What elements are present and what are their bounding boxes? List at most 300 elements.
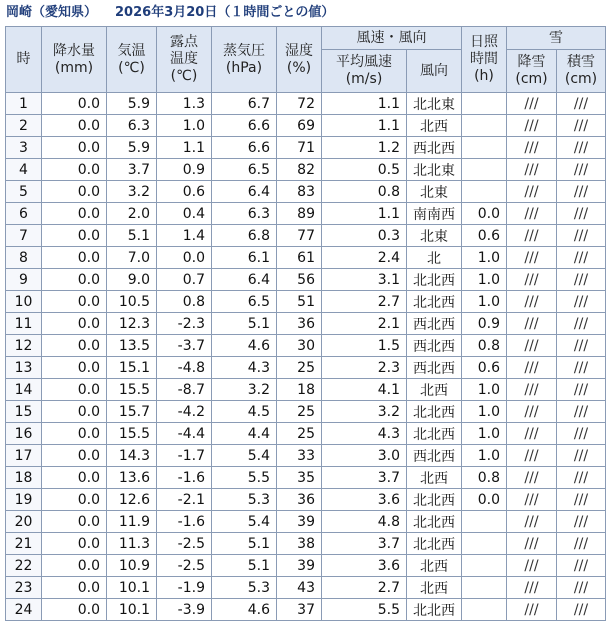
cell-precip: 0.0 [42,379,107,401]
cell-wind-speed: 3.0 [322,445,407,467]
cell-vapor: 5.1 [212,313,277,335]
cell-dew: 1.1 [157,137,212,159]
cell-sunshine [462,159,507,181]
cell-vapor: 4.5 [212,401,277,423]
cell-vapor: 6.4 [212,181,277,203]
cell-humidity: 18 [277,379,322,401]
cell-snowfall: /// [507,577,557,599]
cell-humidity: 72 [277,93,322,115]
cell-snow-depth: /// [557,445,606,467]
cell-precip: 0.0 [42,137,107,159]
cell-snow-depth: /// [557,489,606,511]
cell-dew: 0.0 [157,247,212,269]
header-dew: 露点 温度 (℃) [157,27,212,93]
table-row [6,467,606,489]
cell-snowfall: /// [507,335,557,357]
cell-wind-dir: 北北西 [407,423,462,445]
cell-snow-depth: /// [557,423,606,445]
cell-hour: 11 [6,313,42,335]
cell-wind-dir: 北西 [407,379,462,401]
cell-humidity: 77 [277,225,322,247]
table-row [6,379,606,401]
cell-precip: 0.0 [42,357,107,379]
cell-precip: 0.0 [42,115,107,137]
cell-snow-depth: /// [557,137,606,159]
cell-wind-dir: 北西 [407,467,462,489]
cell-precip: 0.0 [42,401,107,423]
cell-hour: 10 [6,291,42,313]
cell-dew: -4.8 [157,357,212,379]
cell-precip: 0.0 [42,203,107,225]
cell-temp: 9.0 [107,269,157,291]
table-row [6,511,606,533]
cell-wind-dir: 北西 [407,115,462,137]
table-row [6,269,606,291]
cell-hour: 1 [6,93,42,115]
cell-snowfall: /// [507,247,557,269]
cell-vapor: 6.4 [212,269,277,291]
cell-hour: 9 [6,269,42,291]
cell-sunshine: 0.6 [462,357,507,379]
cell-temp: 11.3 [107,533,157,555]
cell-wind-dir: 南南西 [407,203,462,225]
table-row [6,555,606,577]
cell-snow-depth: /// [557,467,606,489]
cell-snow-depth: /// [557,313,606,335]
cell-snow-depth: /// [557,269,606,291]
cell-hour: 5 [6,181,42,203]
cell-wind-speed: 3.7 [322,533,407,555]
cell-vapor: 5.3 [212,577,277,599]
cell-hour: 22 [6,555,42,577]
cell-hour: 21 [6,533,42,555]
cell-snowfall: /// [507,467,557,489]
cell-wind-dir: 北北東 [407,93,462,115]
cell-temp: 11.9 [107,511,157,533]
header-wind-dir: 風向 [407,50,462,93]
cell-wind-speed: 3.6 [322,555,407,577]
cell-precip: 0.0 [42,577,107,599]
cell-snow-depth: /// [557,379,606,401]
header-humidity: 湿度 (%) [277,27,322,93]
cell-snowfall: /// [507,269,557,291]
cell-vapor: 6.5 [212,291,277,313]
cell-humidity: 38 [277,533,322,555]
cell-sunshine: 1.0 [462,445,507,467]
cell-hour: 2 [6,115,42,137]
cell-sunshine: 1.0 [462,247,507,269]
cell-snow-depth: /// [557,159,606,181]
cell-wind-speed: 1.1 [322,93,407,115]
cell-wind-speed: 1.1 [322,115,407,137]
cell-precip: 0.0 [42,511,107,533]
cell-precip: 0.0 [42,247,107,269]
cell-snow-depth: /// [557,335,606,357]
cell-sunshine: 1.0 [462,379,507,401]
cell-vapor: 5.4 [212,445,277,467]
cell-hour: 7 [6,225,42,247]
cell-temp: 15.5 [107,423,157,445]
cell-wind-speed: 1.5 [322,335,407,357]
cell-wind-dir: 北北西 [407,269,462,291]
cell-humidity: 51 [277,291,322,313]
cell-vapor: 5.1 [212,533,277,555]
cell-sunshine [462,555,507,577]
cell-wind-dir: 西北西 [407,445,462,467]
cell-temp: 14.3 [107,445,157,467]
cell-wind-dir: 北北西 [407,489,462,511]
cell-dew: -8.7 [157,379,212,401]
cell-hour: 20 [6,511,42,533]
cell-temp: 15.7 [107,401,157,423]
cell-vapor: 6.7 [212,93,277,115]
cell-sunshine: 0.8 [462,467,507,489]
cell-precip: 0.0 [42,467,107,489]
cell-humidity: 82 [277,159,322,181]
cell-wind-speed: 0.8 [322,181,407,203]
header-hour: 時 [6,27,42,93]
cell-temp: 5.9 [107,137,157,159]
cell-hour: 18 [6,467,42,489]
cell-dew: 0.6 [157,181,212,203]
cell-temp: 10.1 [107,599,157,621]
cell-dew: -1.6 [157,511,212,533]
cell-hour: 14 [6,379,42,401]
cell-hour: 24 [6,599,42,621]
cell-wind-speed: 3.6 [322,489,407,511]
cell-wind-speed: 3.7 [322,467,407,489]
cell-wind-speed: 2.3 [322,357,407,379]
cell-precip: 0.0 [42,335,107,357]
cell-dew: 0.8 [157,291,212,313]
cell-wind-speed: 0.3 [322,225,407,247]
cell-precip: 0.0 [42,423,107,445]
header-wind-speed: 平均風速 (m/s) [322,50,407,93]
header-snowfall: 降雪 (cm) [507,50,557,93]
cell-dew: -4.4 [157,423,212,445]
cell-vapor: 4.4 [212,423,277,445]
cell-wind-speed: 1.2 [322,137,407,159]
cell-sunshine [462,115,507,137]
header-vapor: 蒸気圧 (hPa) [212,27,277,93]
cell-snowfall: /// [507,159,557,181]
cell-snowfall: /// [507,291,557,313]
header-temp: 気温 (℃) [107,27,157,93]
cell-temp: 15.5 [107,379,157,401]
cell-humidity: 25 [277,423,322,445]
cell-snow-depth: /// [557,555,606,577]
cell-snowfall: /// [507,93,557,115]
cell-vapor: 6.5 [212,159,277,181]
table-row [6,313,606,335]
cell-wind-speed: 2.4 [322,247,407,269]
cell-sunshine: 0.8 [462,335,507,357]
cell-wind-speed: 3.2 [322,401,407,423]
table-row [6,489,606,511]
table-row [6,533,606,555]
cell-vapor: 5.3 [212,489,277,511]
cell-precip: 0.0 [42,269,107,291]
cell-snowfall: /// [507,137,557,159]
cell-vapor: 5.5 [212,467,277,489]
cell-wind-dir: 西北西 [407,357,462,379]
header-wind-group: 風速・風向 [322,27,462,50]
cell-temp: 5.9 [107,93,157,115]
cell-dew: -2.5 [157,533,212,555]
cell-dew: -3.9 [157,599,212,621]
table-row [6,291,606,313]
table-row [6,401,606,423]
cell-wind-dir: 西北西 [407,137,462,159]
table-row [6,159,606,181]
cell-temp: 15.1 [107,357,157,379]
cell-hour: 13 [6,357,42,379]
cell-dew: -4.2 [157,401,212,423]
cell-wind-dir: 北西 [407,555,462,577]
cell-snowfall: /// [507,313,557,335]
cell-sunshine [462,93,507,115]
cell-hour: 16 [6,423,42,445]
cell-humidity: 83 [277,181,322,203]
cell-hour: 17 [6,445,42,467]
cell-sunshine: 1.0 [462,269,507,291]
cell-dew: -3.7 [157,335,212,357]
cell-snow-depth: /// [557,291,606,313]
cell-vapor: 3.2 [212,379,277,401]
cell-snowfall: /// [507,379,557,401]
cell-snowfall: /// [507,533,557,555]
cell-sunshine: 0.0 [462,203,507,225]
cell-wind-dir: 西北西 [407,313,462,335]
cell-humidity: 43 [277,577,322,599]
table-row [6,335,606,357]
table-row [6,225,606,247]
cell-humidity: 39 [277,555,322,577]
cell-dew: 0.4 [157,203,212,225]
cell-hour: 23 [6,577,42,599]
cell-snowfall: /// [507,203,557,225]
cell-snow-depth: /// [557,225,606,247]
cell-temp: 10.1 [107,577,157,599]
cell-sunshine: 0.0 [462,489,507,511]
cell-snow-depth: /// [557,203,606,225]
cell-sunshine: 0.6 [462,225,507,247]
cell-snow-depth: /// [557,357,606,379]
cell-snowfall: /// [507,445,557,467]
cell-snow-depth: /// [557,401,606,423]
cell-wind-speed: 1.1 [322,203,407,225]
cell-dew: -1.7 [157,445,212,467]
cell-temp: 3.7 [107,159,157,181]
cell-temp: 7.0 [107,247,157,269]
cell-precip: 0.0 [42,599,107,621]
cell-humidity: 69 [277,115,322,137]
cell-snowfall: /// [507,555,557,577]
cell-sunshine [462,511,507,533]
cell-dew: 1.4 [157,225,212,247]
cell-sunshine [462,599,507,621]
cell-wind-dir: 北東 [407,225,462,247]
cell-wind-dir: 北北西 [407,511,462,533]
cell-precip: 0.0 [42,93,107,115]
cell-wind-speed: 2.7 [322,577,407,599]
cell-vapor: 6.6 [212,115,277,137]
cell-wind-speed: 0.5 [322,159,407,181]
cell-wind-dir: 北西 [407,577,462,599]
table-row [6,423,606,445]
cell-snowfall: /// [507,511,557,533]
cell-humidity: 35 [277,467,322,489]
cell-temp: 6.3 [107,115,157,137]
cell-precip: 0.0 [42,555,107,577]
table-row [6,247,606,269]
cell-wind-speed: 2.1 [322,313,407,335]
cell-humidity: 30 [277,335,322,357]
cell-snow-depth: /// [557,599,606,621]
cell-vapor: 6.8 [212,225,277,247]
station-name: 岡崎（愛知県） [6,5,98,20]
cell-vapor: 4.6 [212,335,277,357]
cell-humidity: 25 [277,357,322,379]
cell-humidity: 56 [277,269,322,291]
cell-hour: 12 [6,335,42,357]
cell-humidity: 25 [277,401,322,423]
cell-snowfall: /// [507,489,557,511]
cell-dew: 0.9 [157,159,212,181]
cell-vapor: 6.6 [212,137,277,159]
table-row [6,115,606,137]
cell-wind-dir: 北 [407,247,462,269]
cell-sunshine: 1.0 [462,423,507,445]
cell-dew: 0.7 [157,269,212,291]
cell-temp: 10.9 [107,555,157,577]
hourly-weather-table [5,26,606,621]
cell-humidity: 61 [277,247,322,269]
cell-precip: 0.0 [42,313,107,335]
header-snow-depth: 積雪 (cm) [557,50,606,93]
cell-snow-depth: /// [557,115,606,137]
cell-precip: 0.0 [42,159,107,181]
cell-vapor: 4.6 [212,599,277,621]
cell-precip: 0.0 [42,225,107,247]
cell-snowfall: /// [507,115,557,137]
page-title [0,0,611,26]
cell-precip: 0.0 [42,291,107,313]
cell-humidity: 37 [277,599,322,621]
cell-wind-dir: 北北西 [407,533,462,555]
cell-hour: 19 [6,489,42,511]
cell-dew: 1.3 [157,93,212,115]
cell-humidity: 36 [277,489,322,511]
cell-sunshine: 0.9 [462,313,507,335]
table-row [6,599,606,621]
cell-temp: 5.1 [107,225,157,247]
cell-hour: 3 [6,137,42,159]
cell-wind-speed: 3.1 [322,269,407,291]
cell-vapor: 4.3 [212,357,277,379]
cell-snow-depth: /// [557,247,606,269]
cell-temp: 12.6 [107,489,157,511]
cell-humidity: 71 [277,137,322,159]
cell-precip: 0.0 [42,181,107,203]
cell-hour: 6 [6,203,42,225]
cell-dew: -2.5 [157,555,212,577]
cell-temp: 10.5 [107,291,157,313]
table-row [6,137,606,159]
cell-sunshine [462,533,507,555]
cell-sunshine [462,137,507,159]
table-row [6,357,606,379]
cell-temp: 2.0 [107,203,157,225]
cell-snowfall: /// [507,599,557,621]
cell-vapor: 5.4 [212,511,277,533]
cell-wind-dir: 北北東 [407,159,462,181]
cell-humidity: 36 [277,313,322,335]
cell-snow-depth: /// [557,577,606,599]
cell-temp: 13.5 [107,335,157,357]
cell-vapor: 5.1 [212,555,277,577]
cell-humidity: 33 [277,445,322,467]
cell-precip: 0.0 [42,489,107,511]
cell-dew: -1.9 [157,577,212,599]
cell-wind-speed: 4.8 [322,511,407,533]
cell-snowfall: /// [507,401,557,423]
cell-dew: -1.6 [157,467,212,489]
cell-sunshine: 1.0 [462,291,507,313]
cell-snow-depth: /// [557,181,606,203]
header-snow-group: 雪 [507,27,606,50]
cell-snowfall: /// [507,423,557,445]
cell-snowfall: /// [507,181,557,203]
cell-sunshine: 1.0 [462,401,507,423]
cell-wind-dir: 北北西 [407,291,462,313]
cell-temp: 3.2 [107,181,157,203]
cell-snow-depth: /// [557,511,606,533]
cell-vapor: 6.1 [212,247,277,269]
cell-wind-speed: 4.1 [322,379,407,401]
cell-dew: 1.0 [157,115,212,137]
table-row [6,93,606,115]
cell-wind-dir: 北北西 [407,401,462,423]
cell-wind-dir: 西北西 [407,335,462,357]
cell-snow-depth: /// [557,93,606,115]
cell-snow-depth: /// [557,533,606,555]
cell-precip: 0.0 [42,445,107,467]
cell-wind-speed: 2.7 [322,291,407,313]
header-sunshine: 日照 時間 (h) [462,27,507,93]
cell-sunshine [462,181,507,203]
header-precip: 降水量 (mm) [42,27,107,93]
table-row [6,181,606,203]
cell-sunshine [462,577,507,599]
table-body [6,93,606,621]
cell-humidity: 39 [277,511,322,533]
cell-wind-dir: 北東 [407,181,462,203]
cell-vapor: 6.3 [212,203,277,225]
cell-precip: 0.0 [42,533,107,555]
cell-wind-speed: 5.5 [322,599,407,621]
cell-hour: 15 [6,401,42,423]
cell-snowfall: /// [507,357,557,379]
cell-dew: -2.3 [157,313,212,335]
cell-temp: 12.3 [107,313,157,335]
date-title: 2026年3月20日（１時間ごとの値） [115,5,335,20]
table-row [6,577,606,599]
cell-humidity: 89 [277,203,322,225]
cell-wind-speed: 4.3 [322,423,407,445]
cell-snowfall: /// [507,225,557,247]
cell-temp: 13.6 [107,467,157,489]
